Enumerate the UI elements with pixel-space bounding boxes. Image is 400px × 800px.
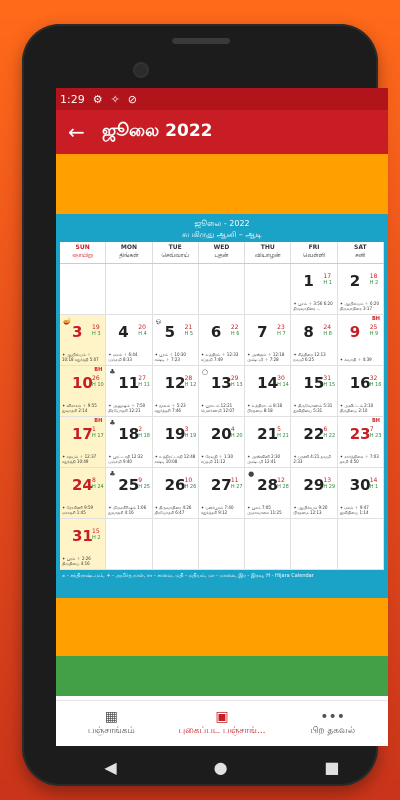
panchang-info: ✦ அஸ்வினி 2:30 அஷ்டமி 12:41 xyxy=(247,454,281,464)
empty-day-cell xyxy=(338,519,384,570)
empty-day-cell xyxy=(60,264,106,315)
day-cell[interactable] xyxy=(60,468,106,519)
hijri-date: H 7 xyxy=(277,331,286,337)
day-name-ta: வெள்ளி xyxy=(302,252,326,259)
day-name-ta: ஞாயிறு xyxy=(72,252,94,259)
day-name-en: TUE xyxy=(168,244,182,251)
day-cell[interactable] xyxy=(153,366,199,417)
page-title: ஜூலை 2022 xyxy=(102,121,213,141)
tamil-date: 15 xyxy=(92,528,100,535)
hijri-date: H 3 xyxy=(92,331,101,337)
event-mark-icon: ♣ xyxy=(109,419,116,427)
tamil-date: 20 xyxy=(138,324,146,331)
empty-day-cell xyxy=(153,264,199,315)
hijri-date: H 9 xyxy=(369,331,379,337)
day-number: 17 xyxy=(72,425,93,443)
day-number: 5 xyxy=(164,323,175,341)
day-number: 2 xyxy=(349,272,361,290)
day-number: 8 xyxy=(303,323,314,341)
day-number: 26 xyxy=(164,476,186,494)
day-cell[interactable] xyxy=(199,315,245,366)
day-name-en: FRI xyxy=(308,244,320,251)
hijri-date: H 18 xyxy=(138,433,150,439)
day-cell[interactable] xyxy=(338,315,384,366)
bank-holiday-badge: BH xyxy=(94,367,103,373)
hijri-date: H 17 xyxy=(92,433,104,439)
day-number: 12 xyxy=(164,374,186,392)
day-cell[interactable] xyxy=(291,264,337,315)
phone-frame xyxy=(22,24,382,786)
day-cell[interactable] xyxy=(338,417,384,468)
green-banner xyxy=(56,656,388,696)
day-cell[interactable] xyxy=(291,315,337,366)
day-name-en: THU xyxy=(260,244,275,251)
panchang-info: ✦ திருவாதிரை 4:26 திரயோதசி 6:47 xyxy=(154,505,192,515)
day-number: 31 xyxy=(72,527,93,545)
panchang-info: ✦ உத்திரட்டாதி 12:48 சஷ்டி 10:08 xyxy=(154,454,196,464)
calendar-panel xyxy=(56,214,388,598)
day-number: 11 xyxy=(118,374,140,392)
tamil-date: 27 xyxy=(138,375,146,382)
day-cell[interactable] xyxy=(338,468,384,519)
panchang-info: ✦ சுவாதி ＋ 4:39 xyxy=(339,357,372,362)
panchang-info: ✦ ரேவதி ＋ 1:30 சப்தமி 11:12 xyxy=(200,454,234,464)
panchang-info: ✦ பூரம் ＋ 10:30 சஷ்டி ＋ 7:23 xyxy=(154,352,186,362)
day-names-row xyxy=(60,242,384,264)
status-time: 1:29 xyxy=(60,92,85,106)
day-number: 27 xyxy=(210,476,232,494)
day-cell[interactable] xyxy=(291,366,337,417)
panchang-info: ✦ ஆயில்யம் ＋ 6:20 திருவாதிரை 3:17 xyxy=(339,301,379,311)
event-mark-icon: ○ xyxy=(201,368,208,376)
hijri-date: H 12 xyxy=(184,382,197,388)
day-name-en: SAT xyxy=(354,244,367,251)
event-mark-icon: ● xyxy=(248,470,255,478)
tamil-date: 28 xyxy=(184,375,193,382)
day-number: 21 xyxy=(257,425,279,443)
tamil-date: 1 xyxy=(92,426,96,433)
hijri-date: H 23 xyxy=(369,433,382,439)
panchang-info: ✦ பூசம் 7:05 அமாவாசை 11:25 xyxy=(247,505,282,515)
day-number: 3 xyxy=(72,323,83,341)
tamil-date: 4 xyxy=(230,426,235,433)
day-number: 23 xyxy=(349,425,371,443)
panchang-info: ✦ சதயம் ＋ 12:37 சதுர்த்தி 10:49 xyxy=(62,454,97,464)
day-cell[interactable] xyxy=(199,417,245,468)
panchang-info: ✦ சித்திரை 12:13 நவமி 6:25 xyxy=(293,352,326,362)
day-name-ta: சனி xyxy=(355,252,366,259)
hijri-date: H 24 xyxy=(92,484,104,490)
panchang-info: ✦ கார்த்திகை ＋ 7:03 தசமி 4:50 xyxy=(339,454,379,464)
calendar-month-title: ஜூலை - 2022 xyxy=(194,219,250,228)
hijri-date: H 11 xyxy=(138,382,150,388)
tamil-date: 7 xyxy=(369,426,374,433)
nav-item-label: புகைப்பட பஞ்சாங்... xyxy=(178,726,266,736)
panchang-info: ✦ பூரட்டாதி 12:32 பஞ்சமி 9:40 xyxy=(108,454,143,464)
event-mark-icon: ♣ xyxy=(109,470,116,478)
empty-day-cell xyxy=(245,264,291,315)
tamil-date: 6 xyxy=(323,426,328,433)
orange-banner-bottom xyxy=(56,598,388,656)
tamil-date: 2 xyxy=(138,426,143,433)
hijri-date: H 1 xyxy=(323,280,332,286)
tamil-date: 30 xyxy=(277,375,285,382)
day-cell[interactable] xyxy=(153,417,199,468)
day-name-thu xyxy=(245,242,291,263)
day-number: 22 xyxy=(303,425,325,443)
panchang-info: ✦ புனர்பூசம் 7:40 சதுர்த்தசி 9:12 xyxy=(200,505,234,515)
arrow-left-icon[interactable]: ← xyxy=(68,120,85,144)
event-mark-icon: ஓ xyxy=(155,317,162,325)
panchang-info: ✦ அஸ்தம் ＋ 12:18 அஷ்டமி ＋ 7:28 xyxy=(247,352,285,362)
hijri-date: H 13 xyxy=(230,382,243,388)
calendar-icon: ▦ xyxy=(104,709,118,725)
day-name-sun xyxy=(60,242,106,263)
tamil-date: 14 xyxy=(369,477,378,484)
tamil-date: 11 xyxy=(230,477,239,484)
day-cell[interactable] xyxy=(60,366,106,417)
recents-square-icon[interactable]: ■ xyxy=(324,757,340,777)
day-name-tue xyxy=(153,242,199,263)
tamil-date: 22 xyxy=(230,324,239,331)
empty-day-cell xyxy=(199,519,245,570)
tamil-date: 31 xyxy=(323,375,332,382)
hijri-date: H 21 xyxy=(277,433,289,439)
day-cell[interactable] xyxy=(245,417,291,468)
bank-holiday-badge: BH xyxy=(371,418,380,424)
empty-day-cell xyxy=(245,519,291,570)
tamil-date: 25 xyxy=(369,324,378,331)
tamil-date: 26 xyxy=(92,375,100,382)
day-cell[interactable] xyxy=(106,468,152,519)
day-name-fri xyxy=(291,242,337,263)
hijri-date: H 2 xyxy=(92,535,101,541)
day-cell[interactable] xyxy=(60,417,106,468)
nav-item-calendar[interactable] xyxy=(56,701,167,746)
tamil-date: 13 xyxy=(323,477,332,484)
day-number: 29 xyxy=(303,476,325,494)
hijri-date: H 19 xyxy=(184,433,197,439)
tamil-date: 10 xyxy=(184,477,193,484)
day-name-en: SUN xyxy=(75,244,90,251)
system-nav-bar xyxy=(56,752,388,782)
day-cell[interactable] xyxy=(338,366,384,417)
tamil-date: 19 xyxy=(92,324,100,331)
day-name-ta: புதன் xyxy=(214,252,229,259)
empty-day-cell xyxy=(199,264,245,315)
tamil-date: 29 xyxy=(230,375,239,382)
hijri-date: H 25 xyxy=(138,484,150,490)
panchang-info: ✦ மிருகசீரிஷம் 1:06 துவாதசி 4:16 xyxy=(108,505,147,515)
day-cell[interactable] xyxy=(60,315,106,366)
vpn-key-icon: ✧ xyxy=(110,92,120,106)
day-number: 19 xyxy=(164,425,186,443)
day-cell[interactable] xyxy=(338,264,384,315)
app-bar xyxy=(56,110,388,154)
tamil-date: 24 xyxy=(323,324,332,331)
back-triangle-icon[interactable]: ◀ xyxy=(104,757,117,777)
day-cell[interactable] xyxy=(60,519,106,570)
tamil-date: 17 xyxy=(323,273,332,280)
day-cell[interactable] xyxy=(199,366,245,417)
image-icon: ▣ xyxy=(215,709,229,725)
day-number: 13 xyxy=(210,374,232,392)
panchang-info: ✦ மகம் ＋ 9:47 துவிதியை 1:14 xyxy=(339,505,369,515)
hijri-date: H 26 xyxy=(184,484,197,490)
panchang-info: ✦ பூசம் ＋ 3:56 6:20 திருவாதிரை ... xyxy=(293,301,333,311)
orange-banner-top xyxy=(56,154,388,214)
calendar-tamil-month: சுபகிருது ஆனி – ஆடி xyxy=(182,230,262,239)
day-cell[interactable] xyxy=(291,468,337,519)
day-cell[interactable] xyxy=(153,315,199,366)
tamil-date: 5 xyxy=(277,426,281,433)
panchang-info: ✦ பூரம் ＋ 2:26 திருதியை 4:16 xyxy=(62,556,91,566)
hijri-date: H 16 xyxy=(369,382,382,388)
calendar-legend: சு - சந்திராஷ்டமம், + - அமிர்த நாள், சா - சாவை, மதி - மதியம், மா - மாலை, இர - இரவு, H - Hijara Calendar xyxy=(62,573,314,579)
more-icon: ••• xyxy=(320,709,346,725)
nav-item-label: பஞ்சாங்கம் xyxy=(87,726,135,736)
day-name-en: WED xyxy=(213,244,230,251)
panchang-info: ✦ அவிட்டம் 2:10 திருதியை 2:10 xyxy=(339,403,374,413)
status-bar xyxy=(56,88,388,110)
panchang-info: ✦ ரோகிணி 9:59 ஏகாதசி 1:45 xyxy=(62,505,94,515)
panchang-info: ✦ மூலம் ＋ 5:23 சதுர்த்தசி 7:46 xyxy=(154,403,186,413)
panchang-info: ✦ விசாகம் ＋ 9:55 துவாதசி 2:14 xyxy=(62,403,97,413)
hijri-date: H 15 xyxy=(323,382,336,388)
day-name-sat xyxy=(338,242,384,263)
screen xyxy=(56,88,388,746)
day-number: 28 xyxy=(257,476,279,494)
hijri-date: H 10 xyxy=(92,382,104,388)
hijri-date: H 20 xyxy=(230,433,243,439)
calendar-grid xyxy=(60,242,384,570)
hijri-date: H 4 xyxy=(138,331,147,337)
hijri-date: H 8 xyxy=(323,331,332,337)
day-name-wed xyxy=(199,242,245,263)
tamil-date: 9 xyxy=(138,477,143,484)
panchang-info: ✦ ஆயில்யம் ＋ 10:18 சதுர்த்தி 5:07 xyxy=(62,352,99,362)
day-number: 7 xyxy=(257,323,268,341)
day-number: 6 xyxy=(210,323,222,341)
day-number: 15 xyxy=(303,374,325,392)
hijri-date: H 14 xyxy=(277,382,289,388)
panchang-info: ✦ ஆயில்யம் 9:20 பிரதமை 12:13 xyxy=(293,505,328,515)
hijri-date: H 29 xyxy=(323,484,336,490)
empty-day-cell xyxy=(106,519,152,570)
hijri-date: H 27 xyxy=(230,484,243,490)
block-icon: ⊘ xyxy=(127,92,138,106)
hijri-date: H 2 xyxy=(369,280,379,286)
tamil-date: 12 xyxy=(277,477,285,484)
front-camera xyxy=(135,64,147,76)
day-cell[interactable] xyxy=(106,315,152,366)
nav-item-more[interactable] xyxy=(277,701,388,746)
tamil-date: 23 xyxy=(277,324,285,331)
nav-item-label: பிற தகவல் xyxy=(310,726,356,736)
hijri-date: H 6 xyxy=(230,331,240,337)
day-number: 25 xyxy=(118,476,140,494)
hijri-date: H 1 xyxy=(369,484,379,490)
settings-icon: ⚙ xyxy=(92,92,103,106)
tamil-date: 32 xyxy=(369,375,378,382)
panchang-info: ✦ திருவோணம் 5:31 துவிதியை 5:31 xyxy=(293,403,333,413)
calendar-weeks xyxy=(60,264,384,570)
panchang-info: ✦ அனுஷம் ＋ 7:50 திரயோதசி 12:21 xyxy=(108,403,146,413)
day-name-ta: வியாழன் xyxy=(254,252,281,259)
day-cell[interactable] xyxy=(199,468,245,519)
hijri-date: H 22 xyxy=(323,433,336,439)
speaker-grille xyxy=(172,38,230,44)
bank-holiday-badge: BH xyxy=(94,418,103,424)
day-cell[interactable] xyxy=(153,468,199,519)
nav-item-image[interactable] xyxy=(167,701,278,746)
day-number: 24 xyxy=(72,476,93,494)
panchang-info: ✦ மகம் ＋ 6:44 பஞ்சமி 8:33 xyxy=(108,352,138,362)
event-mark-icon: ♣ xyxy=(109,368,116,376)
day-name-en: MON xyxy=(120,244,137,251)
day-cell[interactable] xyxy=(106,366,152,417)
tamil-date: 8 xyxy=(92,477,96,484)
day-cell[interactable] xyxy=(245,468,291,519)
day-number: 9 xyxy=(349,323,361,341)
bank-holiday-badge: BH xyxy=(371,316,380,322)
bottom-navigation xyxy=(56,700,388,746)
day-name-ta: செவ்வாய் xyxy=(161,252,190,259)
empty-day-cell xyxy=(153,519,199,570)
panchang-info: ✦ பரணி 4:21 நவமி 2:33 xyxy=(293,454,331,464)
home-circle-icon[interactable]: ● xyxy=(213,757,228,777)
day-number: 14 xyxy=(257,374,279,392)
day-number: 16 xyxy=(349,374,371,392)
event-mark-icon: 🪔 xyxy=(63,317,72,325)
day-number: 30 xyxy=(349,476,371,494)
day-number: 10 xyxy=(72,374,93,392)
day-name-mon xyxy=(106,242,152,263)
hijri-date: H 5 xyxy=(184,331,194,337)
day-cell[interactable] xyxy=(245,315,291,366)
tamil-date: 18 xyxy=(369,273,378,280)
day-number: 4 xyxy=(118,323,129,341)
panchang-info: ✦ பூராடம் 12:21 பௌர்ணமி 12:07 xyxy=(200,403,235,413)
day-cell[interactable] xyxy=(106,417,152,468)
tamil-date: 3 xyxy=(184,426,189,433)
hijri-date: H 28 xyxy=(277,484,289,490)
tamil-date: 21 xyxy=(184,324,193,331)
empty-day-cell xyxy=(106,264,152,315)
day-cell[interactable] xyxy=(245,366,291,417)
day-number: 1 xyxy=(303,272,314,290)
day-number: 20 xyxy=(210,425,232,443)
panchang-info: ✦ உத்திரம் ＋ 12:33 சப்தமி 7:49 xyxy=(200,352,239,362)
calendar-header xyxy=(60,218,384,242)
empty-day-cell xyxy=(291,519,337,570)
day-cell[interactable] xyxy=(291,417,337,468)
day-number: 18 xyxy=(118,425,140,443)
day-name-ta: திங்கள் xyxy=(119,252,139,259)
panchang-info: ✦ உத்திராடம் 8:18 பிரதமை 8:18 xyxy=(247,403,283,413)
